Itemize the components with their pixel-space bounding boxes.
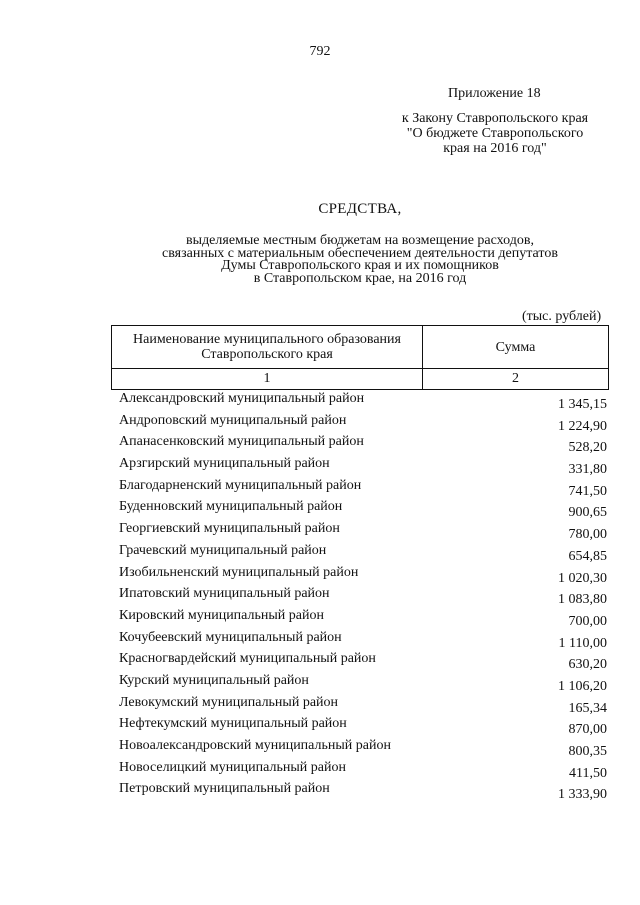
table-row: [119, 608, 609, 630]
header-name-line: Наименование муниципального образования: [133, 332, 401, 347]
amount-value: 1 333,90: [558, 787, 607, 803]
document-subtitle: [80, 235, 640, 285]
amount-value: 870,00: [568, 722, 607, 738]
subtitle-line: связанных с материальным обеспечением деятельности депутатов: [162, 245, 558, 261]
municipality-name: Благодарненский муниципальный район: [119, 477, 362, 493]
municipality-name: Красногвардейский муниципальный район: [119, 651, 376, 667]
header-amount-cell: Сумма: [423, 326, 609, 369]
municipality-name: Курский муниципальный район: [119, 672, 309, 688]
header-name-line: Ставропольского края: [201, 347, 333, 362]
table-row: [119, 695, 609, 717]
amount-value: 331,80: [568, 462, 607, 478]
amount-value: 900,65: [568, 505, 607, 521]
document-title: СРЕДСТВА,: [318, 201, 402, 217]
table-row: [119, 586, 609, 608]
law-reference-line: к Закону Ставропольского края: [401, 111, 589, 126]
amount-value: 1 224,90: [558, 418, 607, 434]
table-row: [119, 630, 609, 652]
table-row: [119, 716, 609, 738]
municipality-name: Новоалександровский муниципальный район: [119, 738, 391, 753]
amount-value: 654,85: [568, 548, 607, 564]
table-row: [119, 651, 609, 673]
amount-value: 700,00: [568, 613, 607, 629]
amount-value: 800,35: [568, 744, 607, 759]
table-row: [119, 673, 609, 695]
table-row: [119, 565, 609, 587]
amount-value: 741,50: [568, 483, 607, 499]
table-header: [111, 325, 609, 390]
table-body: [119, 391, 609, 803]
amount-value: 411,50: [569, 765, 607, 781]
municipality-name: Изобильненский муниципальный район: [119, 564, 359, 580]
table-row: [119, 434, 609, 456]
law-reference: [380, 111, 610, 156]
amount-value: 1 110,00: [558, 635, 607, 651]
municipality-name: Александровский муниципальный район: [119, 391, 365, 406]
municipality-name: Петровский муниципальный район: [119, 781, 330, 797]
header-column-number: 1: [112, 369, 423, 390]
municipality-name: Буденновский муниципальный район: [119, 499, 343, 515]
municipality-name: Кировский муниципальный район: [119, 607, 324, 623]
amount-value: 1 083,80: [558, 592, 607, 608]
table-row: [119, 456, 609, 478]
table-row: [119, 543, 609, 565]
municipality-name: Кочубеевский муниципальный район: [119, 629, 342, 645]
subtitle-line: выделяемые местным бюджетам на возмещение расходов,: [186, 233, 534, 248]
amount-value: 1 345,15: [558, 397, 607, 412]
municipality-name: Новоселицкий муниципальный район: [119, 759, 346, 775]
amount-value: 528,20: [568, 440, 607, 456]
unit-label: (тыс. рублей): [522, 309, 602, 324]
table-row: [119, 413, 609, 435]
amount-value: 630,20: [568, 657, 607, 673]
subtitle-line: в Ставропольском крае, на 2016 год: [253, 270, 467, 286]
amount-value: 780,00: [568, 527, 607, 543]
table-row: [119, 781, 609, 803]
table-row: [119, 499, 609, 521]
amount-value: 1 020,30: [558, 570, 607, 586]
page-number: 792: [309, 44, 331, 59]
table-row: [119, 521, 609, 543]
law-reference-line: "О бюджете Ставропольского: [406, 126, 584, 141]
header-column-number: 2: [423, 369, 609, 390]
amount-value: 1 106,20: [558, 678, 607, 694]
law-reference-line: края на 2016 год": [443, 141, 547, 156]
table-row: [119, 391, 609, 413]
header-name-cell: [112, 326, 423, 369]
municipality-name: Левокумский муниципальный район: [119, 694, 339, 710]
municipality-name: Апанасенковский муниципальный район: [119, 434, 364, 450]
amount-value: 165,34: [568, 700, 607, 716]
subtitle-line: Думы Ставропольского края и их помощников: [221, 258, 499, 273]
table-row: [119, 760, 609, 782]
appendix-label: Приложение 18: [448, 86, 541, 101]
municipality-name: Грачевский муниципальный район: [119, 542, 327, 558]
municipality-name: Андроповский муниципальный район: [119, 412, 347, 428]
municipality-name: Нефтекумский муниципальный район: [119, 716, 347, 732]
municipality-name: Арзгирский муниципальный район: [119, 456, 330, 472]
municipality-name: Георгиевский муниципальный район: [119, 521, 340, 537]
table-row: [119, 478, 609, 500]
table-row: [119, 738, 609, 760]
municipality-name: Ипатовский муниципальный район: [119, 586, 330, 602]
